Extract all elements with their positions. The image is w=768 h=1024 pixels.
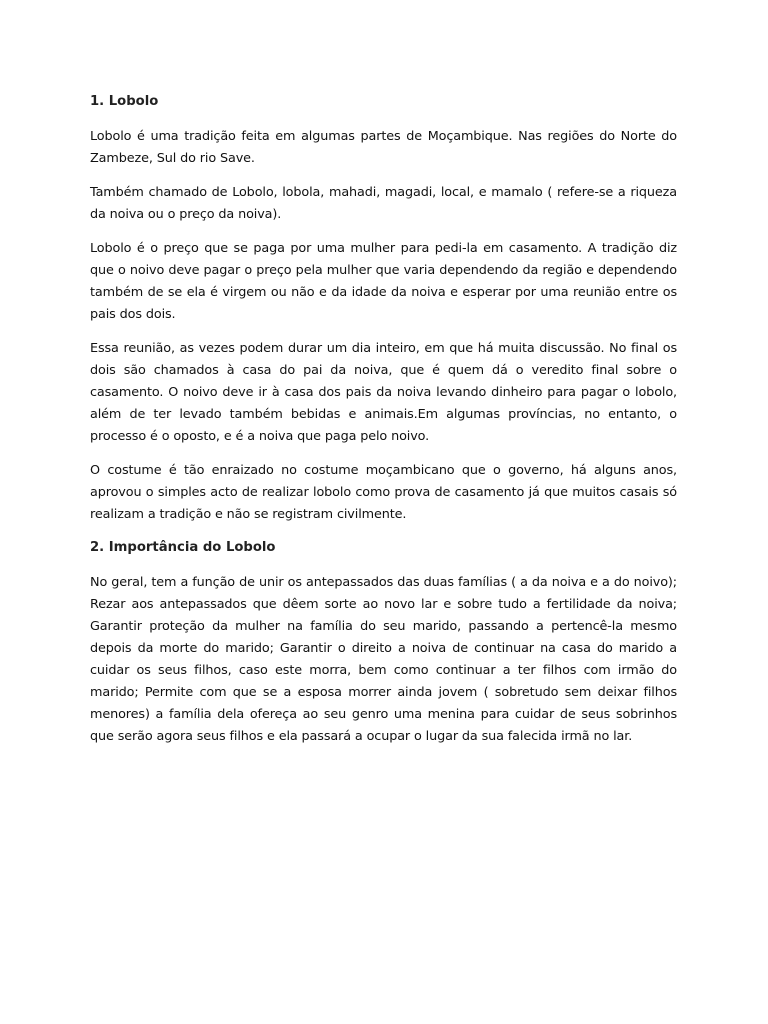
section-heading: 2. Importância do Lobolo: [90, 540, 276, 555]
paragraph: No geral, tem a função de unir os antepassados das duas famílias ( a da noiva e a do noivo); Rezar aos antepassados que dêem sorte ao novo lar e sobre tudo a fertilidade da noiva; Garantir proteção da mulher na família do seu marido, passando a pertencê-la mesmo depois da morte do marido; Garantir o direito a noiva de continuar na casa do marido a cuidar os seus filhos, caso este morra, bem como continuar a ter filhos com irmão do marido; Permite com que se a esposa morrer ainda jovem ( sobretudo sem deixar filhos menores) a família dela ofereça ao seu genro uma menina para cuidar de seus sobrinhos que serão agora seus filhos e ela passará a ocupar o lugar da sua falecida irmã no lar.: [90, 575, 677, 744]
paragraph: O costume é tão enraizado no costume moçambicano que o governo, há alguns anos, aprovou o simples acto de realizar lobolo como prova de casamento já que muitos casais só realizam a tradição e não se registram civilmente.: [90, 463, 677, 522]
paragraph: Também chamado de Lobolo, lobola, mahadi, magadi, local, e mamalo ( refere-se a riqueza da noiva ou o preço da noiva).: [90, 185, 677, 222]
section-lobolo: [90, 92, 677, 526]
paragraph: Lobolo é o preço que se paga por uma mulher para pedi-la em casamento. A tradição diz que o noivo deve pagar o preço pela mulher que varia dependendo da região e dependendo também de se ela é virgem ou não e da idade da noiva e esperar por uma reunião entre os pais dos dois.: [90, 241, 677, 322]
paragraph: Lobolo é uma tradição feita em algumas partes de Moçambique. Nas regiões do Norte do Zambeze, Sul do rio Save.: [90, 129, 677, 166]
paragraph: Essa reunião, as vezes podem durar um dia inteiro, em que há muita discussão. No final os dois são chamados à casa do pai da noiva, que é quem dá o veredito final sobre o casamento. O noivo deve ir à casa dos pais da noiva levando dinheiro para pagar o lobolo, além de ter levado também bebidas e animais.Em algumas províncias, no entanto, o processo é o oposto, e é a noiva que paga pelo noivo.: [90, 341, 677, 444]
section-importancia: [90, 538, 677, 748]
document-page: [90, 92, 677, 760]
section-heading: 1. Lobolo: [90, 94, 159, 109]
